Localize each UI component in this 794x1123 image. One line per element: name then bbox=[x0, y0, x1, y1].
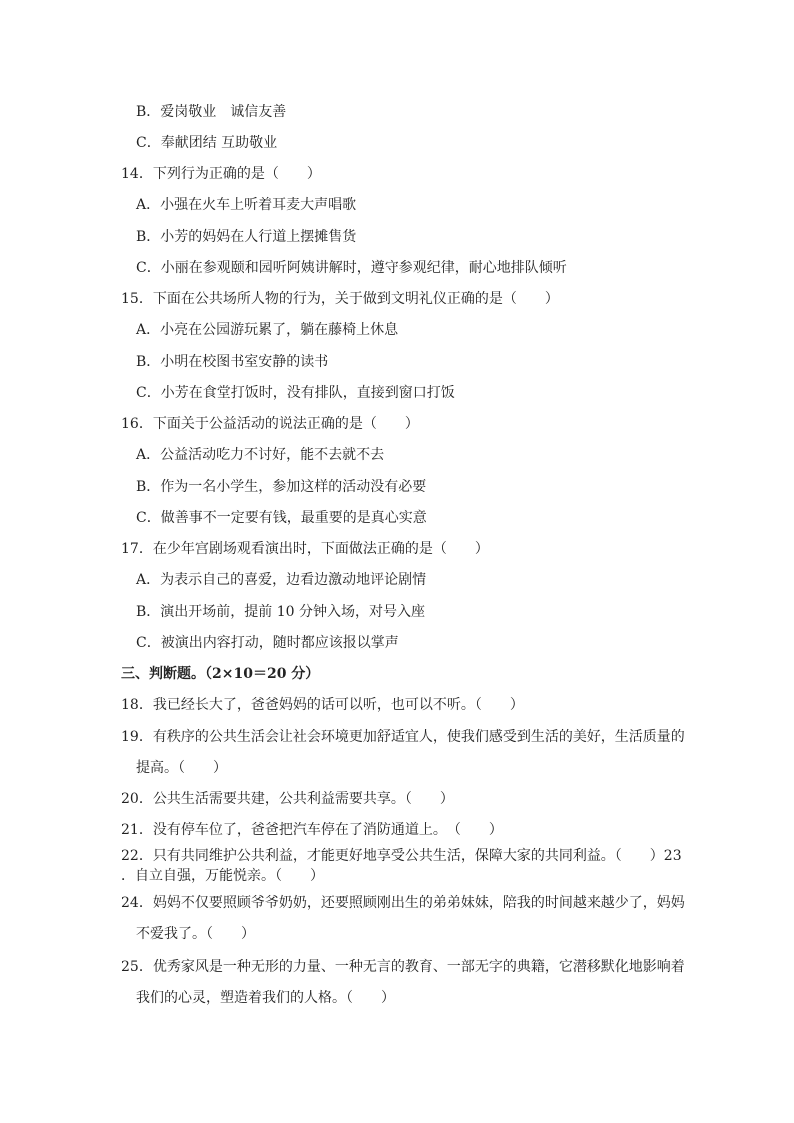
option-13b: B．爱岗敬业 诚信友善 bbox=[136, 104, 287, 120]
option-16b: B．作为一名小学生，参加这样的活动没有必要 bbox=[136, 479, 427, 495]
question-23: ．自立自强，万能悦亲。（ ） bbox=[121, 868, 324, 884]
question-19: 19．有秩序的公共生活会让社会环境更加舒适宜人，使我们感受到生活的美好，生活质量的 bbox=[121, 729, 685, 745]
question-16: 16．下面关于公益活动的说法正确的是（ ） bbox=[121, 416, 419, 432]
option-16a: A．公益活动吃力不讨好，能不去就不去 bbox=[136, 447, 385, 463]
question-24-cont: 不爱我了。（ ） bbox=[136, 926, 255, 942]
section-heading: 三、判断题。（2×10＝20 分） bbox=[121, 666, 320, 682]
question-15: 15．下面在公共场所人物的行为，关于做到文明礼仪正确的是（ ） bbox=[121, 291, 559, 307]
question-19-cont: 提高。（ ） bbox=[136, 760, 227, 776]
option-13c: C．奉献团结 互助敬业 bbox=[136, 135, 278, 151]
option-14c: C．小丽在参观颐和园听阿姨讲解时，遵守参观纪律，耐心地排队倾听 bbox=[136, 260, 567, 276]
option-16c: C．做善事不一定要有钱，最重要的是真心实意 bbox=[136, 510, 427, 526]
question-21: 21．没有停车位了，爸爸把汽车停在了消防通道上。 （ ） bbox=[121, 822, 503, 838]
option-14b: B．小芳的妈妈在人行道上摆摊售货 bbox=[136, 229, 357, 245]
option-14a: A．小强在火车上听着耳麦大声唱歌 bbox=[136, 197, 357, 213]
question-22: 22．只有共同维护公共利益，才能更好地享受公共生活，保障大家的共同利益。（ ）23 bbox=[121, 848, 682, 864]
question-24: 24．妈妈不仅要照顾爷爷奶奶，还要照顾刚出生的弟弟妹妹，陪我的时间越来越少了，妈妈 bbox=[121, 895, 685, 911]
option-15b: B．小明在校图书室安静的读书 bbox=[136, 354, 329, 370]
question-25-cont: 我们的心灵，塑造着我们的人格。（ ） bbox=[136, 990, 395, 1006]
question-20: 20．公共生活需要共建，公共利益需要共享。（ ） bbox=[121, 791, 454, 807]
question-25: 25．优秀家风是一种无形的力量、一种无言的教育、一部无字的典籍，它潜移默化地影响着 bbox=[121, 959, 685, 975]
option-17c: C．被演出内容打动，随时都应该报以掌声 bbox=[136, 635, 399, 651]
question-18: 18．我已经长大了，爸爸妈妈的话可以听，也可以不听。（ ） bbox=[121, 697, 524, 713]
option-15c: C．小芳在食堂打饭时，没有排队，直接到窗口打饭 bbox=[136, 385, 455, 401]
option-17b: B．演出开场前，提前 10 分钟入场，对号入座 bbox=[136, 604, 426, 620]
question-17: 17．在少年宫剧场观看演出时，下面做法正确的是（ ） bbox=[121, 541, 489, 557]
option-15a: A．小亮在公园游玩累了，躺在藤椅上休息 bbox=[136, 322, 399, 338]
question-14: 14．下列行为正确的是（ ） bbox=[121, 166, 321, 182]
option-17a: A．为表示自己的喜爱，边看边激动地评论剧情 bbox=[136, 572, 427, 588]
